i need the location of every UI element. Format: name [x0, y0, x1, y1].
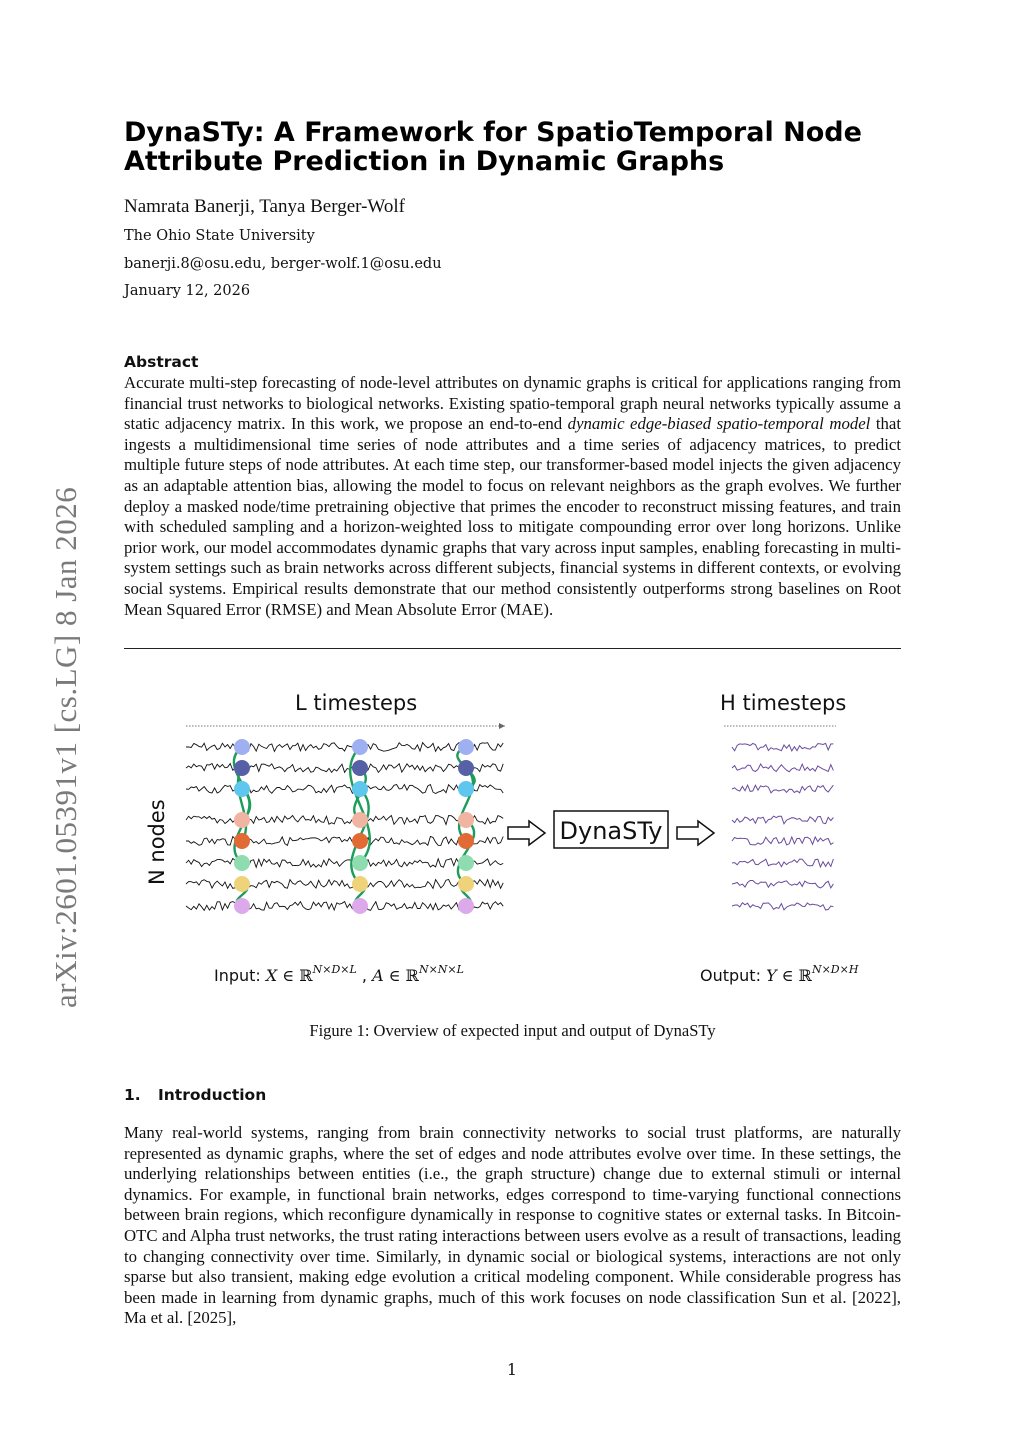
output-series-line — [732, 837, 833, 845]
output-series-line — [732, 816, 833, 824]
label-l-timesteps: L timesteps — [295, 691, 418, 715]
output-y: Y — [766, 966, 777, 985]
graph-node — [234, 898, 250, 914]
input-formula — [214, 963, 464, 985]
graph-node — [458, 781, 474, 797]
input-series-line — [186, 837, 503, 846]
graph-node — [352, 876, 368, 892]
edge-curve — [459, 768, 473, 841]
graph-node — [352, 855, 368, 871]
output-time-series — [732, 743, 833, 910]
abstract-text — [124, 373, 901, 620]
graph-node — [458, 760, 474, 776]
input-series-line — [186, 902, 503, 911]
output-y-in: ∈ ℝ — [776, 966, 812, 985]
graph-node — [352, 898, 368, 914]
input-x-in: ∈ ℝ — [277, 966, 313, 985]
graph-node — [458, 876, 474, 892]
output-y-dims: N×D×H — [811, 963, 859, 976]
input-series-line — [186, 816, 503, 825]
graph-node — [352, 812, 368, 828]
graph-node — [234, 812, 250, 828]
overview-figure — [124, 680, 904, 990]
output-series-line — [732, 785, 833, 793]
input-sep: , — [356, 966, 373, 985]
authors: Namrata Banerji, Tanya Berger-Wolf — [124, 196, 405, 217]
input-series-line — [186, 743, 503, 752]
graph-node — [234, 760, 250, 776]
model-box-label: DynaSTy — [559, 817, 663, 845]
label-h-timesteps: H timesteps — [720, 691, 847, 715]
figure-caption: Figure 1: Overview of expected input and output of DynaSTy — [309, 1021, 716, 1040]
output-series-line — [732, 743, 833, 751]
input-a-in: ∈ ℝ — [383, 966, 419, 985]
graph-node — [458, 739, 474, 755]
output-prefix: Output: — [700, 966, 767, 985]
graph-node — [458, 898, 474, 914]
output-series-line — [732, 859, 833, 867]
output-formula — [700, 963, 859, 985]
graph-node — [234, 855, 250, 871]
graph-node — [234, 833, 250, 849]
section-heading-introduction — [124, 1086, 266, 1104]
input-series-line — [186, 859, 503, 868]
input-series-line — [186, 880, 503, 889]
graph-node — [352, 781, 368, 797]
label-n-nodes: N nodes — [145, 799, 169, 885]
page-number: 1 — [506, 1360, 518, 1379]
input-time-series — [186, 743, 503, 911]
author-emails: banerji.8@osu.edu, berger-wolf.1@osu.edu — [124, 256, 442, 272]
input-x-dims: N×D×L — [312, 963, 357, 976]
graph-node — [458, 855, 474, 871]
graph-node — [234, 739, 250, 755]
arxiv-identifier: arXiv:2601.05391v1 [cs.LG] 8 Jan 2026 — [48, 486, 83, 1008]
graph-node — [234, 781, 250, 797]
input-series-line — [186, 785, 503, 794]
graph-node — [458, 812, 474, 828]
output-series-line — [732, 903, 833, 910]
paper-title: DynaSTy: A Framework for SpatioTemporal Node Attribute Prediction in Dynamic Graphs — [124, 117, 862, 177]
graph-node — [352, 760, 368, 776]
abstract-text-part: that ingests a multidimensional time series of node attributes and a time series of adjacency matrices, to predict multiple future steps of node attributes. At each time step, our transformer-based model injects the given adjacency as an adaptable attention bias, allowing the model to focus on relevant neighbors as the graph evolves. We further deploy a masked node/time pretraining objective that primes the encoder to reconstruct missing features, and train with scheduled sampling and a horizon-weighted loss to mitigate compounding error over long horizons. Unlike prior work, our model accommodates dynamic graphs that vary across input samples, enabling forecasting in multi-system settings such as brain networks across different subjects, financial systems in different contexts, or evolving social systems. Empirical results demonstrate that our method consistently outperforms strong baselines on Root Mean Squared Error (RMSE) and Mean Absolute Error (MAE). — [124, 414, 902, 619]
output-series-line — [732, 764, 833, 772]
arrow-to-model — [508, 821, 545, 845]
abstract-heading: Abstract — [124, 353, 199, 371]
input-x: X — [265, 966, 278, 985]
affiliation: The Ohio State University — [124, 228, 315, 244]
section-title: Introduction — [158, 1086, 267, 1104]
abstract-emphasis: dynamic edge-biased spatio-temporal model — [567, 414, 871, 434]
abstract-text-part: Accurate multi-step forecasting of node-level attributes on dynamic graphs is critical for applications ranging from financial trust networks to biological networks. Existing spatio-temporal graph neural networks typically assume a static adjacency matrix. In this work, we propose an end-to-end — [124, 373, 901, 434]
graph-node — [352, 739, 368, 755]
graph-node — [234, 876, 250, 892]
graph-node — [458, 833, 474, 849]
input-a-dims: N×N×L — [418, 963, 464, 976]
graph-node — [352, 833, 368, 849]
introduction-text: Many real-world systems, ranging from brain connectivity networks to social trust platforms, are naturally represented as dynamic graphs, where the set of edges and node attributes evolve over time. In these settings, the underlying relationships between entities (i.e., the graph structure) change due to external stimuli or internal dynamics. For example, in functional brain networks, edges correspond to time-varying functional connections between brain regions, which reconfigure dynamically in response to cognitive states or external tasks. In Bitcoin-OTC and Alpha trust networks, the trust rating interactions between users evolve as a result of transactions, leading to changing connectivity over time. Similarly, in dynamic social or biological systems, interactions are not only sparse but also transient, making edge evolution a critical modeling component. While considerable progress has been made in learning from dynamic graphs, much of this work focuses on node classification Sun et al. [2022], Ma et al. [2025], — [124, 1123, 901, 1328]
section-divider — [124, 648, 901, 649]
paper-date: January 12, 2026 — [124, 283, 251, 299]
input-a: A — [372, 966, 384, 985]
output-series-line — [732, 881, 833, 888]
input-prefix: Input: — [214, 966, 266, 985]
arrow-from-model — [677, 821, 714, 845]
section-number: 1. — [124, 1086, 141, 1104]
